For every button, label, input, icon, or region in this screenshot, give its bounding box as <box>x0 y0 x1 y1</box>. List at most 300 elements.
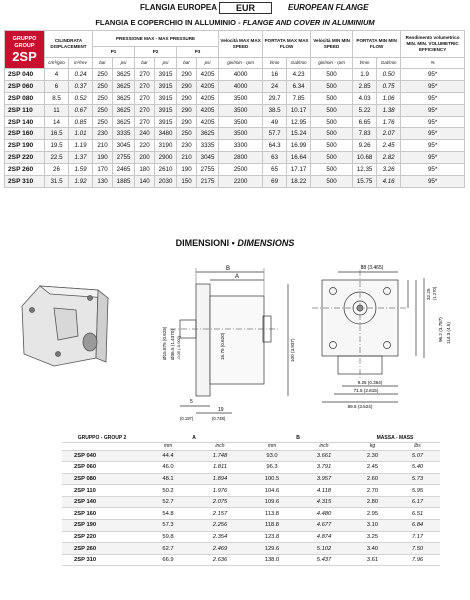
unit-cell: Gal/min <box>287 58 311 69</box>
table-cell: 2800 <box>219 152 263 164</box>
table-cell: 6.84 <box>395 520 440 532</box>
label-dim-895: 89.5 (3.524) <box>347 404 373 409</box>
header-speed-max: Velocità MAX MAX SPEED <box>219 31 263 58</box>
table-cell: 54.8 <box>142 508 194 520</box>
table-cell: 9.26 <box>353 140 377 152</box>
table-cell: 1.19 <box>69 140 93 152</box>
table-cell: 270 <box>135 116 155 128</box>
table-cell: 100.5 <box>246 473 298 485</box>
dimensions-table-body <box>62 450 440 566</box>
table-cell: 95* <box>401 104 465 116</box>
label-pilot-diameter: Ø36.5 (1.4370) <box>170 329 175 360</box>
table-cell: 270 <box>135 104 155 116</box>
table-cell: 2.256 <box>194 520 246 532</box>
group-code: 2SP <box>12 48 37 64</box>
table-cell: 15.24 <box>287 128 311 140</box>
label-dim-925: 9.25 (0.364) <box>357 380 383 385</box>
table-cell: 3.61 <box>350 554 395 566</box>
table-cell: 2755 <box>113 152 135 164</box>
table-cell: 95* <box>401 69 465 81</box>
label-height-1: 15.75 (0.620) <box>220 332 225 360</box>
table-cell: 4.480 <box>298 508 350 520</box>
table-cell: 59.8 <box>142 531 194 543</box>
table-cell: 290 <box>177 116 197 128</box>
table-cell: 62.7 <box>142 543 194 555</box>
unit-cell: giri/min - rpm <box>311 58 353 69</box>
table-cell: 200 <box>135 152 155 164</box>
table-cell: 290 <box>177 80 197 92</box>
label-dim-19: 19 <box>218 407 224 413</box>
model-code-cell: 2SP 160 <box>5 128 45 140</box>
table-cell: 16 <box>263 69 287 81</box>
table-cell: 6 <box>45 80 69 92</box>
table-cell: 2500 <box>219 164 263 176</box>
unit-cell: bar <box>135 58 155 69</box>
table-cell: 4000 <box>219 69 263 81</box>
dimensions-table <box>62 434 440 566</box>
table-row <box>5 152 465 164</box>
table-cell: 290 <box>177 104 197 116</box>
performance-table-body <box>5 69 465 188</box>
table-cell: 95* <box>401 164 465 176</box>
table-row <box>62 520 440 532</box>
label-dim-5-inch: (0.197) <box>180 416 194 421</box>
model-code-cell: 2SP 220 <box>62 531 142 543</box>
table-cell: 3.10 <box>350 520 395 532</box>
table-cell: 4205 <box>197 92 219 104</box>
dim-unit-cell: mm <box>142 442 194 450</box>
table-cell: 3500 <box>219 128 263 140</box>
table-row <box>5 116 465 128</box>
table-cell: 38.5 <box>263 104 287 116</box>
table-cell: 3500 <box>219 116 263 128</box>
dim-header-mass: MASSA - MASS <box>350 434 440 442</box>
unit-cell: giri/min - rpm <box>219 58 263 69</box>
table-cell: 0.50 <box>377 69 401 81</box>
table-cell: 5.102 <box>298 543 350 555</box>
table-cell: 95* <box>401 128 465 140</box>
subtitle-sep: - <box>236 18 243 27</box>
model-code-cell: 2SP 140 <box>62 496 142 508</box>
label-a: A <box>234 274 240 280</box>
dimensions-title <box>0 238 470 248</box>
table-cell: 5.07 <box>395 450 440 462</box>
dimensions-title-it: DIMENSIONI <box>175 238 230 248</box>
table-cell: 109.6 <box>246 496 298 508</box>
table-cell: 500 <box>311 140 353 152</box>
table-cell: 500 <box>311 152 353 164</box>
dim-unit-blank <box>62 442 142 450</box>
table-cell: 2.07 <box>377 128 401 140</box>
table-cell: 140 <box>135 176 155 188</box>
header-speed-min: Velocità MIN MIN SPEED <box>311 31 353 58</box>
table-cell: 95* <box>401 176 465 188</box>
table-cell: 130 <box>93 176 113 188</box>
table-row <box>62 496 440 508</box>
model-code-cell: 2SP 060 <box>62 462 142 474</box>
table-cell: 3625 <box>197 128 219 140</box>
table-cell: 3.791 <box>298 462 350 474</box>
model-code-cell: 2SP 160 <box>62 508 142 520</box>
label-dim-32-inch: (1.270) <box>432 286 437 300</box>
pump-isometric-drawing <box>22 286 108 366</box>
table-cell: 290 <box>177 69 197 81</box>
table-cell: 5.73 <box>395 473 440 485</box>
label-dim-715: 71.5 (2.815) <box>353 388 379 393</box>
model-code-cell: 2SP 080 <box>5 92 45 104</box>
table-row <box>62 462 440 474</box>
unit-cell: bar <box>93 58 113 69</box>
table-cell: 3500 <box>219 104 263 116</box>
unit-cell: Gal/min <box>377 58 401 69</box>
table-cell: 190 <box>93 152 113 164</box>
unit-cell: cm³/giro <box>45 58 69 69</box>
table-cell: 1885 <box>113 176 135 188</box>
dim-unit-cell: kg <box>350 442 395 450</box>
table-cell: 180 <box>135 164 155 176</box>
table-cell: 3915 <box>155 69 177 81</box>
table-cell: 270 <box>135 80 155 92</box>
table-cell: 4.874 <box>298 531 350 543</box>
table-cell: 52.7 <box>142 496 194 508</box>
model-code-cell: 2SP 310 <box>62 554 142 566</box>
table-row <box>5 69 465 81</box>
table-row <box>5 92 465 104</box>
table-row <box>62 485 440 497</box>
table-row <box>5 164 465 176</box>
label-width-88: 88 (3.465) <box>360 265 384 271</box>
table-row <box>5 176 465 188</box>
table-cell: 5.40 <box>395 462 440 474</box>
table-cell: 0.37 <box>69 80 93 92</box>
flange-code-box: EUR <box>219 2 272 14</box>
label-dim-32: 32.25 <box>426 288 431 300</box>
table-cell: 7.50 <box>395 543 440 555</box>
label-dim-114: 114.3 (4.5) <box>446 322 451 344</box>
model-code-cell: 2SP 040 <box>5 69 45 81</box>
table-cell: 3190 <box>155 140 177 152</box>
table-cell: 6.65 <box>353 116 377 128</box>
model-code-cell: 2SP 080 <box>62 473 142 485</box>
table-cell: 240 <box>135 128 155 140</box>
table-cell: 0.85 <box>69 116 93 128</box>
table-cell: 14 <box>45 116 69 128</box>
group-label: GRUPPO GROUP <box>12 35 37 49</box>
table-cell: 1.811 <box>194 462 246 474</box>
unit-cell: in³/rev <box>69 58 93 69</box>
table-cell: 2.85 <box>353 80 377 92</box>
table-cell: 2175 <box>197 176 219 188</box>
table-cell: 500 <box>311 128 353 140</box>
table-cell: 5.22 <box>353 104 377 116</box>
header-flow-max: PORTATA MAX MAX FLOW <box>263 31 311 58</box>
unit-cell: psi <box>113 58 135 69</box>
model-code-cell: 2SP 190 <box>5 140 45 152</box>
table-cell: 7.85 <box>287 92 311 104</box>
table-cell: 10.68 <box>353 152 377 164</box>
dim-header-group: GRUPPO - GROUP 2 <box>62 434 142 442</box>
table-cell: 2200 <box>219 176 263 188</box>
table-cell: 0.24 <box>69 69 93 81</box>
header-flow-min: PORTATA MIN MIN FLOW <box>353 31 401 58</box>
flange-label-it: FLANGIA EUROPEA <box>140 3 218 12</box>
header-p3: P3 <box>177 47 219 58</box>
dim-header-b: B <box>246 434 350 442</box>
table-cell: 150 <box>177 176 197 188</box>
table-cell: 0.75 <box>377 80 401 92</box>
table-cell: 3.957 <box>298 473 350 485</box>
table-cell: 2.45 <box>350 462 395 474</box>
table-cell: 11 <box>45 104 69 116</box>
table-cell: 250 <box>93 80 113 92</box>
table-cell: 138.0 <box>246 554 298 566</box>
table-cell: 118.8 <box>246 520 298 532</box>
dim-unit-cell: mm <box>246 442 298 450</box>
table-cell: 5.95 <box>395 485 440 497</box>
table-cell: 4205 <box>197 116 219 128</box>
table-cell: 250 <box>93 69 113 81</box>
table-cell: 2.354 <box>194 531 246 543</box>
table-cell: 48.1 <box>142 473 194 485</box>
table-cell: 2610 <box>155 164 177 176</box>
table-cell: 230 <box>93 128 113 140</box>
table-cell: 129.6 <box>246 543 298 555</box>
table-cell: 26 <box>45 164 69 176</box>
table-cell: 95* <box>401 116 465 128</box>
dimensions-title-en: DIMENSIONS <box>237 238 295 248</box>
table-cell: 2.157 <box>194 508 246 520</box>
table-cell: 4.03 <box>353 92 377 104</box>
table-cell: 12.35 <box>353 164 377 176</box>
table-cell: 16.99 <box>287 140 311 152</box>
table-cell: 63 <box>263 152 287 164</box>
model-code-cell: 2SP 310 <box>5 176 45 188</box>
table-cell: 2.80 <box>350 496 395 508</box>
label-pilot-tolerance: -0.05 (-0.002) <box>176 335 181 360</box>
model-code-cell: 2SP 110 <box>5 104 45 116</box>
table-cell: 3.661 <box>298 450 350 462</box>
table-cell: 16.5 <box>45 128 69 140</box>
table-cell: 3625 <box>113 80 135 92</box>
table-cell: 3625 <box>113 116 135 128</box>
table-cell: 7.83 <box>353 128 377 140</box>
table-cell: 2.30 <box>350 450 395 462</box>
unit-cell: % <box>401 58 465 69</box>
table-cell: 4.315 <box>298 496 350 508</box>
model-code-cell: 2SP 220 <box>5 152 45 164</box>
table-cell: 2.636 <box>194 554 246 566</box>
table-cell: 250 <box>93 104 113 116</box>
table-cell: 57.3 <box>142 520 194 532</box>
table-cell: 2900 <box>155 152 177 164</box>
model-code-cell: 2SP 190 <box>62 520 142 532</box>
table-cell: 1.59 <box>69 164 93 176</box>
table-cell: 3480 <box>155 128 177 140</box>
table-cell: 49 <box>263 116 287 128</box>
table-cell: 15.75 <box>353 176 377 188</box>
table-row <box>5 140 465 152</box>
model-code-cell: 2SP 060 <box>5 80 45 92</box>
table-row <box>62 450 440 462</box>
table-cell: 270 <box>135 92 155 104</box>
header-efficiency: Rendimento volumetrico MIN. MIN. VOLUMETRIC EFFICIENCY <box>401 31 465 58</box>
table-cell: 1.76 <box>377 116 401 128</box>
dimensions-bullet: • <box>231 238 235 248</box>
model-code-cell: 2SP 040 <box>62 450 142 462</box>
table-cell: 46.0 <box>142 462 194 474</box>
table-cell: 500 <box>311 69 353 81</box>
table-cell: 1.748 <box>194 450 246 462</box>
table-cell: 170 <box>93 164 113 176</box>
table-row <box>62 543 440 555</box>
table-cell: 95* <box>401 80 465 92</box>
table-cell: 1.38 <box>377 104 401 116</box>
table-cell: 18.22 <box>287 176 311 188</box>
table-cell: 4000 <box>219 80 263 92</box>
table-cell: 3.25 <box>350 531 395 543</box>
table-row <box>5 104 465 116</box>
table-cell: 4205 <box>197 69 219 81</box>
table-cell: 2755 <box>197 164 219 176</box>
pump-side-view <box>170 268 288 413</box>
flange-subtitle <box>0 18 470 27</box>
table-cell: 4.16 <box>377 176 401 188</box>
table-cell: 0.52 <box>69 92 93 104</box>
unit-cell: psi <box>155 58 177 69</box>
header-displacement: CILINDRATA DISPLACEMENT <box>45 31 93 58</box>
table-row <box>5 128 465 140</box>
table-cell: 3.26 <box>377 164 401 176</box>
label-b: B <box>225 266 231 272</box>
model-code-cell: 2SP 260 <box>62 543 142 555</box>
performance-table <box>4 30 465 188</box>
table-cell: 250 <box>93 116 113 128</box>
table-cell: 2.45 <box>377 140 401 152</box>
table-row <box>62 473 440 485</box>
table-cell: 250 <box>93 92 113 104</box>
table-cell: 19.5 <box>45 140 69 152</box>
unit-cell: l/min <box>353 58 377 69</box>
table-cell: 4205 <box>197 104 219 116</box>
table-cell: 3625 <box>113 92 135 104</box>
table-cell: 190 <box>177 164 197 176</box>
table-cell: 3335 <box>197 140 219 152</box>
dim-unit-cell: inch <box>194 442 246 450</box>
table-cell: 24 <box>263 80 287 92</box>
dim-unit-cell: inch <box>298 442 350 450</box>
dimension-drawings <box>0 250 470 430</box>
group-cell <box>5 31 45 69</box>
unit-cell: psi <box>197 58 219 69</box>
label-dim-5: 5 <box>190 399 193 405</box>
table-cell: 3045 <box>197 152 219 164</box>
table-cell: 2.469 <box>194 543 246 555</box>
table-cell: 2.70 <box>350 485 395 497</box>
table-cell: 250 <box>177 128 197 140</box>
table-cell: 5.437 <box>298 554 350 566</box>
subtitle-it: FLANGIA E COPERCHIO IN ALLUMINIO <box>95 18 237 27</box>
table-cell: 64.3 <box>263 140 287 152</box>
table-cell: 1.01 <box>69 128 93 140</box>
table-cell: 1.976 <box>194 485 246 497</box>
table-cell: 3625 <box>113 69 135 81</box>
table-cell: 96.3 <box>246 462 298 474</box>
unit-cell: bar <box>177 58 197 69</box>
table-cell: 2.60 <box>350 473 395 485</box>
table-cell: 3500 <box>219 92 263 104</box>
table-cell: 69 <box>263 176 287 188</box>
table-cell: 31.5 <box>45 176 69 188</box>
label-dim-19-inch: (0.748) <box>212 416 226 421</box>
table-cell: 4.677 <box>298 520 350 532</box>
table-cell: 1.06 <box>377 92 401 104</box>
table-cell: 500 <box>311 104 353 116</box>
table-cell: 1.37 <box>69 152 93 164</box>
table-cell: 95* <box>401 152 465 164</box>
table-cell: 104.6 <box>246 485 298 497</box>
table-cell: 44.4 <box>142 450 194 462</box>
table-cell: 500 <box>311 92 353 104</box>
table-cell: 3335 <box>113 128 135 140</box>
table-cell: 10.17 <box>287 104 311 116</box>
table-cell: 3915 <box>155 116 177 128</box>
table-cell: 0.67 <box>69 104 93 116</box>
table-cell: 210 <box>177 152 197 164</box>
table-cell: 2465 <box>113 164 135 176</box>
header-pressure: PRESSIONE MAX - MAX PRESSURE <box>93 31 219 47</box>
table-cell: 500 <box>311 176 353 188</box>
table-cell: 93.0 <box>246 450 298 462</box>
table-cell: 17.17 <box>287 164 311 176</box>
label-dim-96: 96.2 (3.787) <box>438 317 443 342</box>
label-shaft-diameter: Ø15.875 (0.625) <box>162 326 167 360</box>
table-cell: 6.51 <box>395 508 440 520</box>
table-cell: 22.5 <box>45 152 69 164</box>
table-cell: 4.118 <box>298 485 350 497</box>
table-cell: 500 <box>311 116 353 128</box>
table-cell: 3915 <box>155 104 177 116</box>
table-row <box>62 531 440 543</box>
table-cell: 3915 <box>155 92 177 104</box>
table-cell: 500 <box>311 80 353 92</box>
header-p1: P1 <box>93 47 135 58</box>
subtitle-en: FLANGE AND COVER IN ALUMINIUM <box>242 18 375 27</box>
table-cell: 7.96 <box>395 554 440 566</box>
table-cell: 3045 <box>113 140 135 152</box>
table-cell: 270 <box>135 69 155 81</box>
model-code-cell: 2SP 260 <box>5 164 45 176</box>
table-cell: 4 <box>45 69 69 81</box>
table-cell: 6.34 <box>287 80 311 92</box>
table-cell: 3625 <box>113 104 135 116</box>
table-cell: 1.894 <box>194 473 246 485</box>
table-cell: 2.82 <box>377 152 401 164</box>
flange-label-en: EUROPEAN FLANGE <box>288 3 369 12</box>
table-row <box>62 554 440 566</box>
table-cell: 2030 <box>155 176 177 188</box>
table-cell: 220 <box>135 140 155 152</box>
table-cell: 3300 <box>219 140 263 152</box>
table-cell: 95* <box>401 140 465 152</box>
table-cell: 113.8 <box>246 508 298 520</box>
table-cell: 500 <box>311 164 353 176</box>
table-cell: 123.8 <box>246 531 298 543</box>
label-height-2: 100 (3.937) <box>290 338 295 362</box>
table-cell: 16.64 <box>287 152 311 164</box>
model-code-cell: 2SP 110 <box>62 485 142 497</box>
table-cell: 2.075 <box>194 496 246 508</box>
table-cell: 50.2 <box>142 485 194 497</box>
